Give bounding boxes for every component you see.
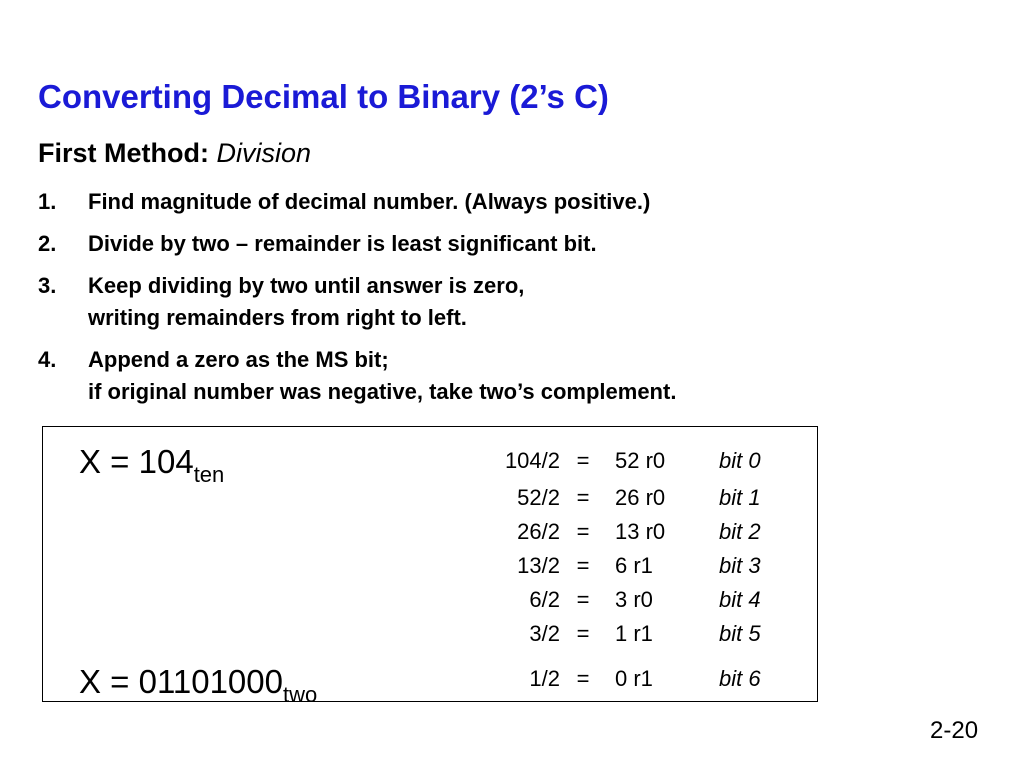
step-number: 4. — [38, 347, 57, 372]
step-number: 3. — [38, 273, 57, 298]
example-box — [42, 426, 818, 707]
division-result: 52 r0 — [615, 448, 666, 473]
step-number: 1. — [38, 189, 57, 214]
division-operation: 52/2 — [517, 485, 560, 510]
bit-position: bit 3 — [719, 553, 761, 578]
bit-position: bit 2 — [719, 519, 761, 544]
division-result: 6 r1 — [615, 553, 653, 578]
division-operation: 104/2 — [504, 448, 560, 473]
step-text: Divide by two – remainder is least significant bit. — [88, 231, 597, 256]
decimal-input-value: X = 104 — [79, 443, 194, 480]
method-heading-label: First Method: — [38, 138, 209, 168]
step-text: Append a zero as the MS bit; — [88, 347, 389, 372]
division-row — [43, 618, 819, 650]
list-item — [38, 228, 998, 260]
decimal-base-subscript: ten — [193, 462, 225, 487]
list-item — [38, 270, 998, 334]
method-heading — [38, 138, 311, 169]
binary-result-value: X = 01101000 — [79, 663, 283, 700]
bit-position: bit 1 — [719, 485, 761, 510]
step-text-continued: if original number was negative, take two’s complement. — [88, 379, 677, 404]
division-result: 0 r1 — [615, 666, 653, 691]
division-operation: 26/2 — [517, 519, 560, 544]
bit-position: bit 6 — [719, 666, 761, 691]
steps-list — [38, 186, 998, 408]
division-result: 3 r0 — [615, 587, 653, 612]
equals-sign: = — [576, 587, 590, 612]
division-operation: 6/2 — [529, 587, 560, 612]
step-text-continued: writing remainders from right to left. — [88, 305, 467, 330]
division-row — [43, 482, 819, 514]
slide-title: Converting Decimal to Binary (2’s C) — [38, 78, 609, 115]
bit-position: bit 5 — [719, 621, 761, 646]
division-result: 13 r0 — [615, 519, 666, 544]
division-result: 1 r1 — [615, 621, 653, 646]
binary-base-subscript: two — [283, 682, 318, 707]
bit-position: bit 4 — [719, 587, 761, 612]
equals-sign: = — [576, 448, 590, 473]
step-text: Find magnitude of decimal number. (Always positive.) — [88, 189, 651, 214]
equals-sign: = — [576, 485, 590, 510]
division-row — [43, 445, 819, 477]
equals-sign: = — [576, 621, 590, 646]
equals-sign: = — [576, 666, 590, 691]
division-row — [43, 663, 819, 695]
bit-position: bit 0 — [719, 448, 761, 473]
division-row — [43, 550, 819, 582]
page-number: 2-20 — [930, 717, 979, 744]
method-heading-name: Division — [216, 138, 312, 168]
list-item — [38, 186, 998, 218]
division-operation: 1/2 — [529, 666, 560, 691]
division-row — [43, 584, 819, 616]
division-result: 26 r0 — [615, 485, 666, 510]
division-operation: 3/2 — [529, 621, 560, 646]
division-operation: 13/2 — [517, 553, 560, 578]
equals-sign: = — [576, 553, 590, 578]
step-number: 2. — [38, 231, 57, 256]
step-text: Keep dividing by two until answer is zero, — [88, 273, 525, 298]
equals-sign: = — [576, 519, 590, 544]
list-item — [38, 344, 998, 408]
division-row — [43, 516, 819, 548]
